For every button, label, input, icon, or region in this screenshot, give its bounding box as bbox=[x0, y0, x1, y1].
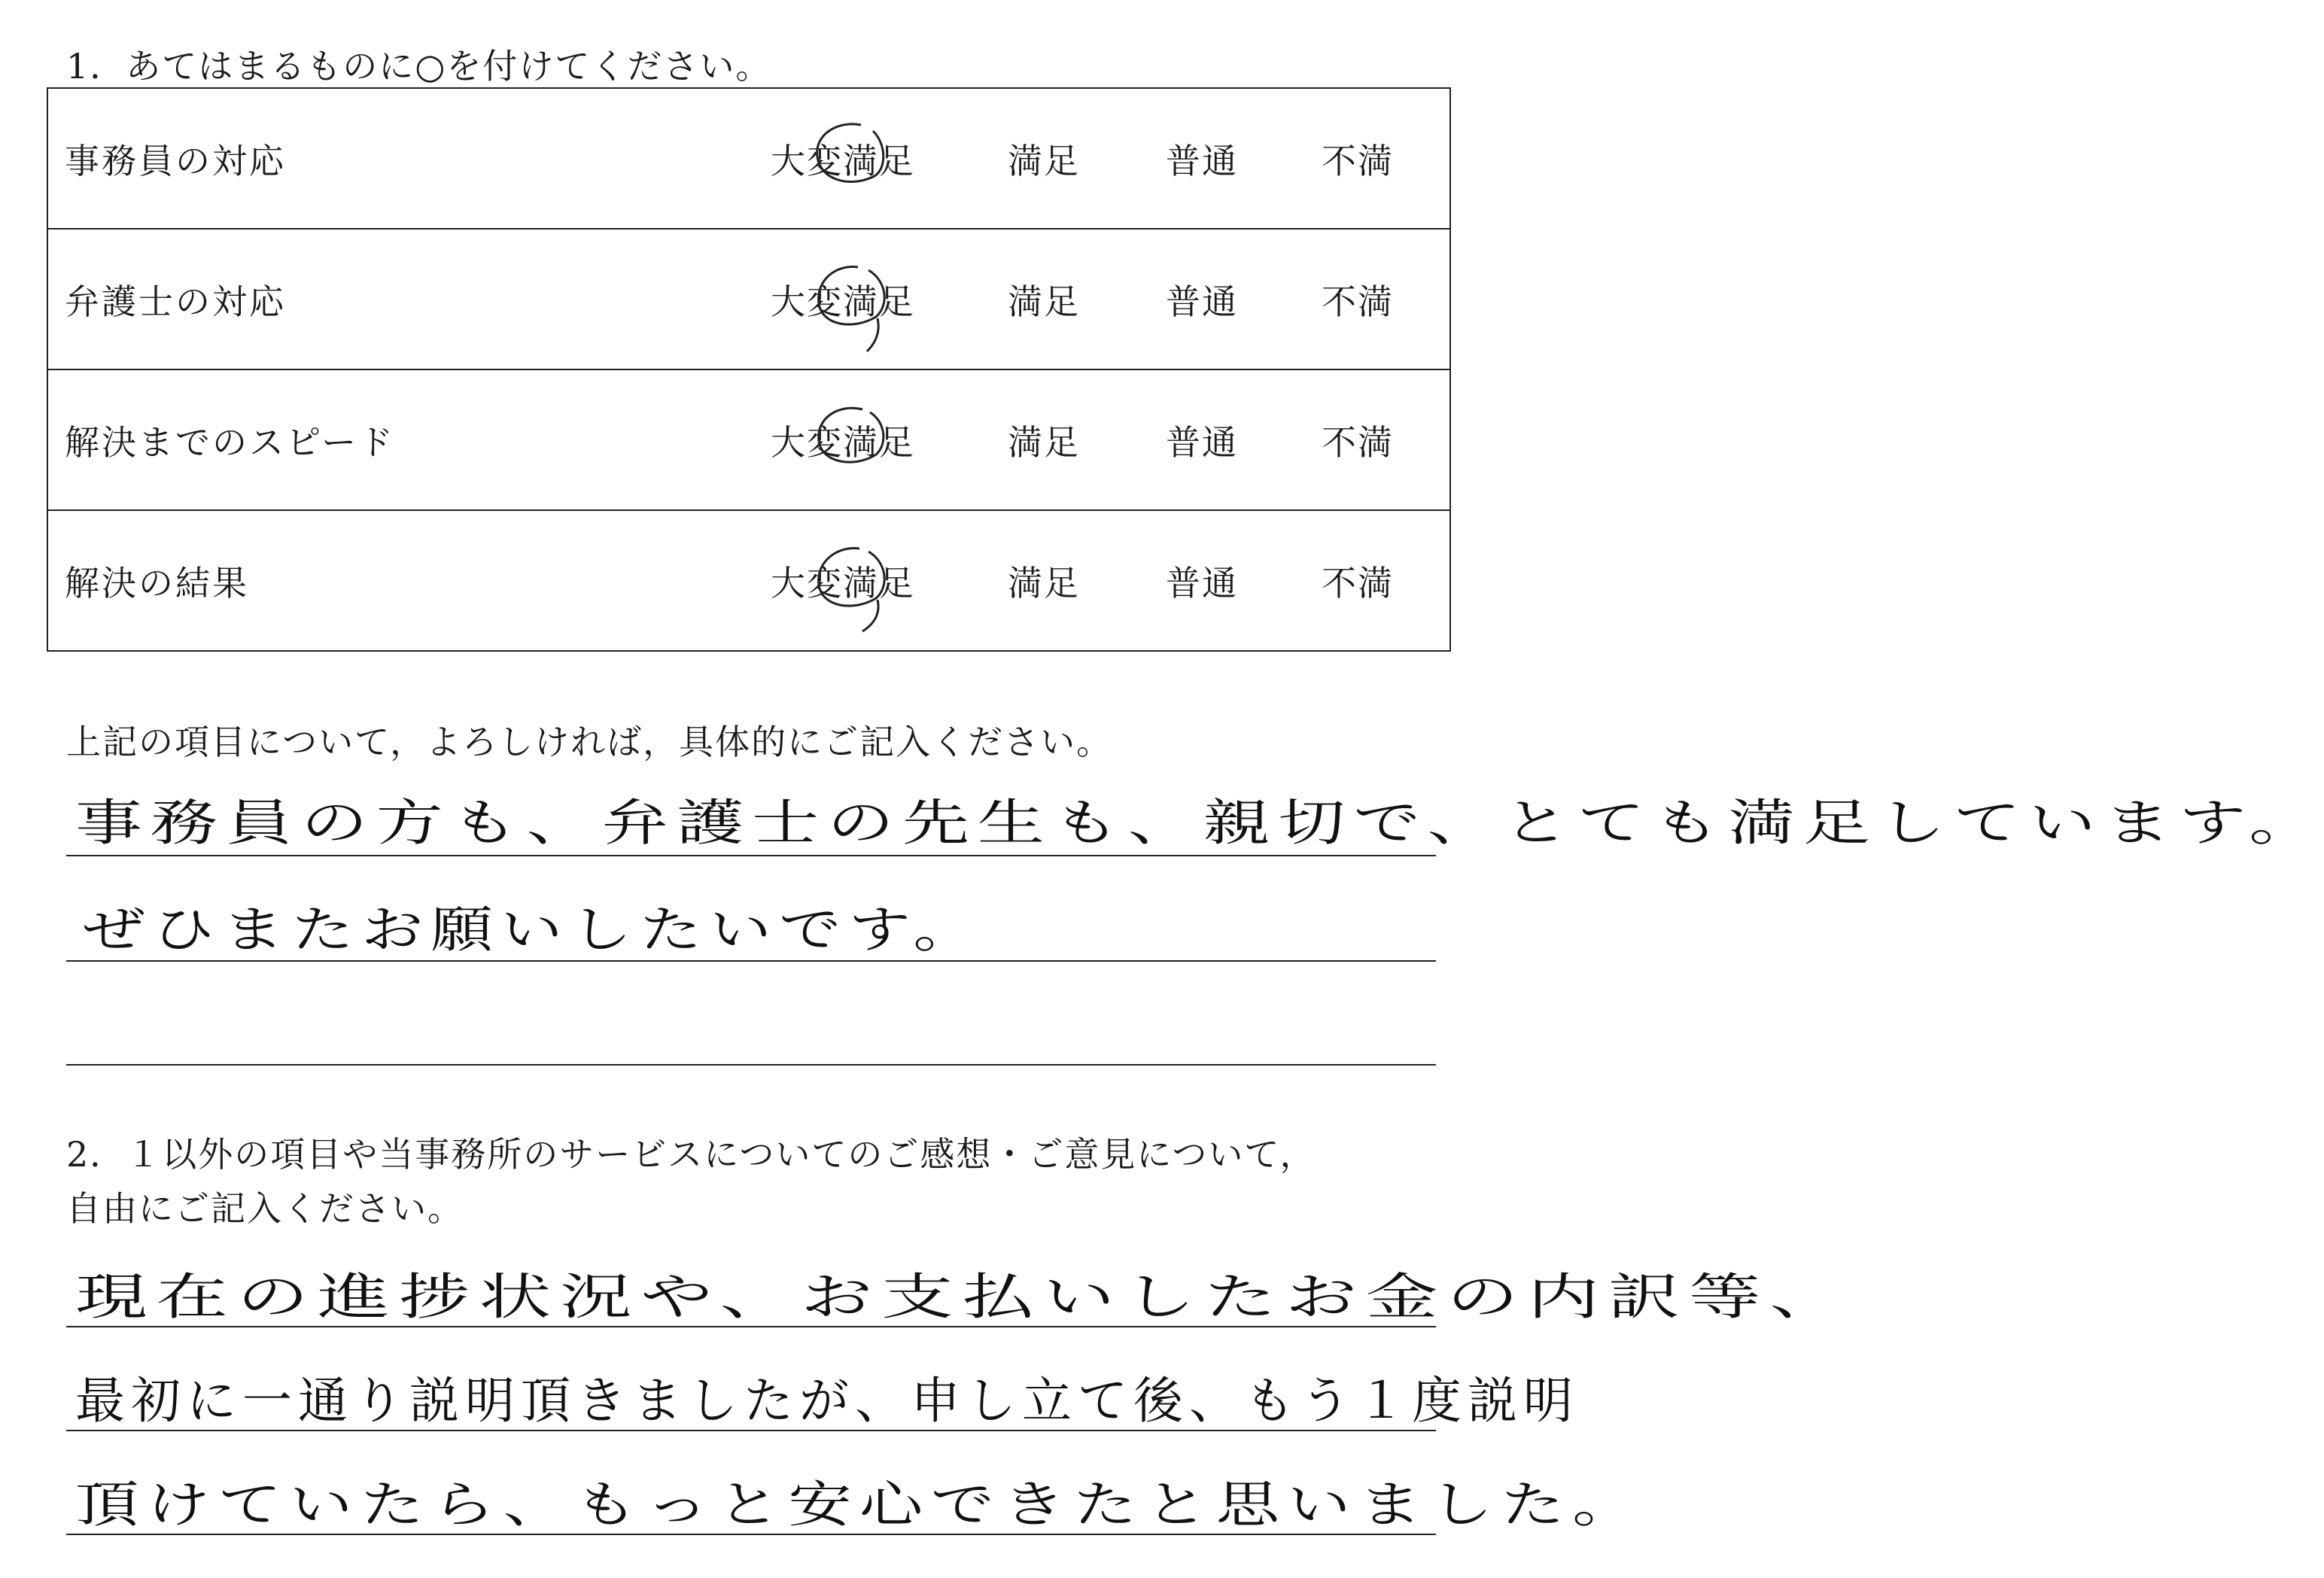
row-label: 解決の結果 bbox=[65, 563, 249, 604]
table-row bbox=[48, 230, 1449, 370]
section2-heading: 2．１以外の項目や当事務所のサービスについてのご感想・ご意見について， bbox=[66, 1134, 1316, 1175]
option-average[interactable]: 普通 bbox=[1166, 422, 1238, 463]
option-satisfied[interactable]: 満足 bbox=[1008, 141, 1080, 181]
option-average[interactable]: 普通 bbox=[1166, 141, 1238, 181]
satisfaction-table bbox=[47, 87, 1451, 652]
answer-line[interactable] bbox=[66, 1534, 1436, 1535]
hand-drawn-circle-mark bbox=[808, 258, 891, 356]
option-dissatisfied[interactable]: 不満 bbox=[1322, 141, 1394, 181]
option-dissatisfied[interactable]: 不満 bbox=[1322, 422, 1394, 463]
row-label: 解決までのスピード bbox=[65, 422, 396, 463]
handwritten-comment-line: 現在の進捗状況や、お支払いしたお金の内訳等、 bbox=[75, 1268, 1851, 1326]
row-label: 事務員の対応 bbox=[65, 141, 286, 181]
handwritten-comment-line: 頂けていたら、もっと安心できたと思いました。 bbox=[75, 1476, 1644, 1534]
option-average[interactable]: 普通 bbox=[1166, 563, 1238, 604]
answer-line[interactable] bbox=[66, 855, 1436, 856]
comment-prompt: 上記の項目について，よろしければ，具体的にご記入ください。 bbox=[66, 722, 1113, 762]
answer-line[interactable] bbox=[66, 1430, 1436, 1431]
table-row bbox=[48, 370, 1449, 511]
handwritten-comment-line: ぜひまたお願いしたいです。 bbox=[83, 901, 983, 959]
option-very-satisfied[interactable]: 大変満足 bbox=[771, 563, 915, 604]
answer-line[interactable] bbox=[66, 1064, 1436, 1066]
option-satisfied[interactable]: 満足 bbox=[1008, 281, 1080, 322]
hand-drawn-circle-mark bbox=[808, 399, 891, 474]
option-satisfied[interactable]: 満足 bbox=[1008, 563, 1080, 604]
section1-heading: 1．あてはまるものに○を付けてください。 bbox=[66, 46, 772, 87]
option-average[interactable]: 普通 bbox=[1166, 281, 1238, 322]
answer-line[interactable] bbox=[66, 960, 1436, 962]
table-row bbox=[48, 89, 1449, 230]
hand-drawn-circle-mark bbox=[808, 117, 891, 193]
option-very-satisfied[interactable]: 大変満足 bbox=[771, 141, 915, 181]
handwritten-comment-line: 最初に一通り説明頂きましたが、申し立て後、もう１度説明 bbox=[75, 1372, 1579, 1430]
option-satisfied[interactable]: 満足 bbox=[1008, 422, 1080, 463]
section2-heading-line2: 自由にご記入ください。 bbox=[66, 1188, 464, 1229]
handwritten-comment-line: 事務員の方も、弁護士の先生も、親切で、とても満足しています。 bbox=[75, 794, 2324, 852]
option-very-satisfied[interactable]: 大変満足 bbox=[771, 422, 915, 463]
hand-drawn-circle-mark bbox=[808, 540, 891, 637]
option-dissatisfied[interactable]: 不満 bbox=[1322, 281, 1394, 322]
row-label: 弁護士の対応 bbox=[65, 281, 286, 322]
option-dissatisfied[interactable]: 不満 bbox=[1322, 563, 1394, 604]
table-row bbox=[48, 511, 1449, 652]
answer-line[interactable] bbox=[66, 1326, 1436, 1327]
option-very-satisfied[interactable]: 大変満足 bbox=[771, 281, 915, 322]
